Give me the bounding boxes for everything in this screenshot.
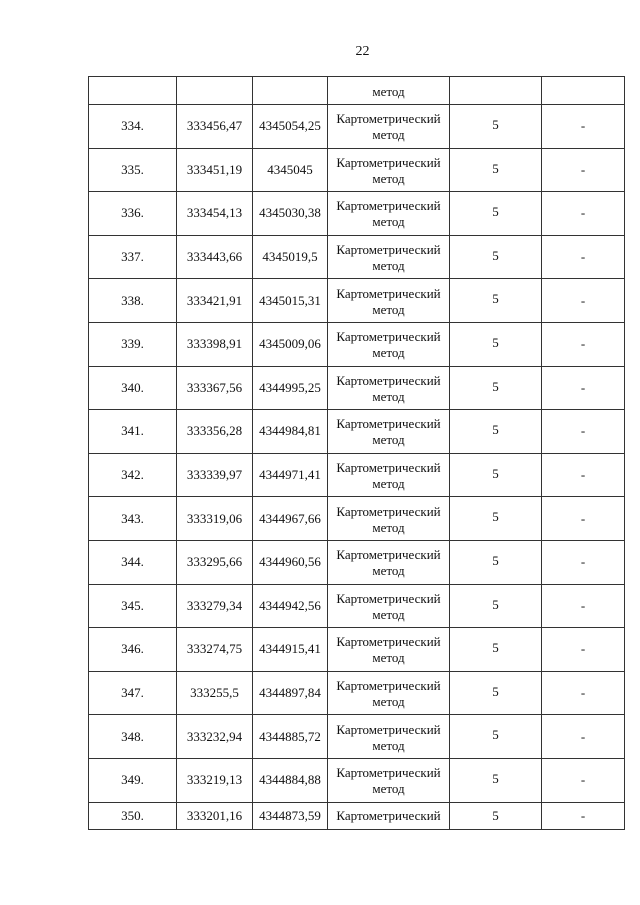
cell-num: 341. bbox=[89, 410, 177, 454]
cell-method: Картометрический bbox=[328, 802, 450, 829]
cell-x: 333255,5 bbox=[177, 671, 253, 715]
cell-x: 333219,13 bbox=[177, 758, 253, 802]
cell-note bbox=[542, 77, 625, 105]
cell-x: 333319,06 bbox=[177, 497, 253, 541]
table-row bbox=[89, 758, 625, 802]
cell-y: 4345019,5 bbox=[253, 235, 328, 279]
cell-accuracy: 5 bbox=[450, 410, 542, 454]
cell-accuracy: 5 bbox=[450, 453, 542, 497]
cell-y: 4344995,25 bbox=[253, 366, 328, 410]
cell-accuracy: 5 bbox=[450, 671, 542, 715]
cell-accuracy: 5 bbox=[450, 584, 542, 628]
cell-num: 348. bbox=[89, 715, 177, 759]
cell-y: 4344915,41 bbox=[253, 628, 328, 672]
table-row bbox=[89, 366, 625, 410]
cell-accuracy: 5 bbox=[450, 322, 542, 366]
table-row bbox=[89, 148, 625, 192]
cell-method: Картометрический метод bbox=[328, 279, 450, 323]
cell-x: 333232,94 bbox=[177, 715, 253, 759]
cell-x: 333201,16 bbox=[177, 802, 253, 829]
cell-method: Картометрический метод bbox=[328, 192, 450, 236]
cell-accuracy bbox=[450, 77, 542, 105]
cell-num: 344. bbox=[89, 540, 177, 584]
cell-note: - bbox=[542, 279, 625, 323]
cell-method: Картометрический метод bbox=[328, 540, 450, 584]
cell-accuracy: 5 bbox=[450, 802, 542, 829]
table-row bbox=[89, 453, 625, 497]
cell-num: 342. bbox=[89, 453, 177, 497]
cell-method: Картометрический метод bbox=[328, 410, 450, 454]
cell-note: - bbox=[542, 192, 625, 236]
table-row bbox=[89, 192, 625, 236]
cell-method: Картометрический метод bbox=[328, 715, 450, 759]
cell-x: 333456,47 bbox=[177, 105, 253, 149]
cell-num: 347. bbox=[89, 671, 177, 715]
cell-accuracy: 5 bbox=[450, 105, 542, 149]
cell-accuracy: 5 bbox=[450, 540, 542, 584]
cell-method: Картометрический метод bbox=[328, 758, 450, 802]
cell-accuracy: 5 bbox=[450, 628, 542, 672]
table-row bbox=[89, 497, 625, 541]
cell-num: 336. bbox=[89, 192, 177, 236]
cell-note: - bbox=[542, 453, 625, 497]
cell-num: 335. bbox=[89, 148, 177, 192]
cell-note: - bbox=[542, 671, 625, 715]
cell-accuracy: 5 bbox=[450, 235, 542, 279]
cell-accuracy: 5 bbox=[450, 758, 542, 802]
cell-y: 4344984,81 bbox=[253, 410, 328, 454]
cell-note: - bbox=[542, 366, 625, 410]
table-row bbox=[89, 105, 625, 149]
cell-x bbox=[177, 77, 253, 105]
cell-y: 4345030,38 bbox=[253, 192, 328, 236]
cell-y: 4344885,72 bbox=[253, 715, 328, 759]
cell-num: 343. bbox=[89, 497, 177, 541]
table-row bbox=[89, 628, 625, 672]
cell-y: 4344971,41 bbox=[253, 453, 328, 497]
cell-method: Картометрический метод bbox=[328, 105, 450, 149]
cell-x: 333367,56 bbox=[177, 366, 253, 410]
cell-num: 339. bbox=[89, 322, 177, 366]
cell-x: 333356,28 bbox=[177, 410, 253, 454]
cell-note: - bbox=[542, 105, 625, 149]
cell-note: - bbox=[542, 148, 625, 192]
cell-accuracy: 5 bbox=[450, 366, 542, 410]
table-row bbox=[89, 235, 625, 279]
cell-num: 334. bbox=[89, 105, 177, 149]
table-row bbox=[89, 715, 625, 759]
cell-y: 4344884,88 bbox=[253, 758, 328, 802]
cell-num: 346. bbox=[89, 628, 177, 672]
cell-accuracy: 5 bbox=[450, 192, 542, 236]
cell-y: 4344960,56 bbox=[253, 540, 328, 584]
cell-note: - bbox=[542, 628, 625, 672]
cell-method: Картометрический метод bbox=[328, 322, 450, 366]
cell-num: 345. bbox=[89, 584, 177, 628]
cell-x: 333398,91 bbox=[177, 322, 253, 366]
cell-x: 333295,66 bbox=[177, 540, 253, 584]
cell-method: Картометрический метод bbox=[328, 584, 450, 628]
cell-num: 350. bbox=[89, 802, 177, 829]
cell-note: - bbox=[542, 802, 625, 829]
cell-method: метод bbox=[328, 77, 450, 105]
cell-num: 338. bbox=[89, 279, 177, 323]
table-row bbox=[89, 410, 625, 454]
cell-method: Картометрический метод bbox=[328, 671, 450, 715]
cell-x: 333274,75 bbox=[177, 628, 253, 672]
cell-method: Картометрический метод bbox=[328, 148, 450, 192]
cell-x: 333339,97 bbox=[177, 453, 253, 497]
cell-accuracy: 5 bbox=[450, 715, 542, 759]
cell-note: - bbox=[542, 540, 625, 584]
cell-y: 4345015,31 bbox=[253, 279, 328, 323]
cell-y: 4344873,59 bbox=[253, 802, 328, 829]
cell-num bbox=[89, 77, 177, 105]
cell-y: 4345009,06 bbox=[253, 322, 328, 366]
cell-y: 4344942,56 bbox=[253, 584, 328, 628]
cell-y: 4344897,84 bbox=[253, 671, 328, 715]
cell-y: 4344967,66 bbox=[253, 497, 328, 541]
cell-note: - bbox=[542, 322, 625, 366]
cell-note: - bbox=[542, 584, 625, 628]
cell-accuracy: 5 bbox=[450, 148, 542, 192]
table-row bbox=[89, 279, 625, 323]
cell-num: 337. bbox=[89, 235, 177, 279]
cell-method: Картометрический метод bbox=[328, 628, 450, 672]
cell-num: 340. bbox=[89, 366, 177, 410]
coordinates-table bbox=[88, 76, 625, 830]
cell-method: Картометрический метод bbox=[328, 497, 450, 541]
cell-x: 333451,19 bbox=[177, 148, 253, 192]
table-row bbox=[89, 540, 625, 584]
table-row bbox=[89, 584, 625, 628]
cell-num: 349. bbox=[89, 758, 177, 802]
table-row-continued bbox=[89, 77, 625, 105]
table-row bbox=[89, 322, 625, 366]
cell-x: 333279,34 bbox=[177, 584, 253, 628]
page-number: 22 bbox=[355, 44, 370, 59]
cell-note: - bbox=[542, 715, 625, 759]
cell-y: 4345045 bbox=[253, 148, 328, 192]
cell-accuracy: 5 bbox=[450, 279, 542, 323]
table-row bbox=[89, 671, 625, 715]
cell-note: - bbox=[542, 758, 625, 802]
cell-x: 333421,91 bbox=[177, 279, 253, 323]
cell-method: Картометрический метод bbox=[328, 235, 450, 279]
cell-x: 333443,66 bbox=[177, 235, 253, 279]
cell-accuracy: 5 bbox=[450, 497, 542, 541]
cell-x: 333454,13 bbox=[177, 192, 253, 236]
cell-note: - bbox=[542, 235, 625, 279]
cell-method: Картометрический метод bbox=[328, 453, 450, 497]
cell-note: - bbox=[542, 497, 625, 541]
cell-method: Картометрический метод bbox=[328, 366, 450, 410]
cell-y bbox=[253, 77, 328, 105]
table-row bbox=[89, 802, 625, 829]
cell-note: - bbox=[542, 410, 625, 454]
cell-y: 4345054,25 bbox=[253, 105, 328, 149]
